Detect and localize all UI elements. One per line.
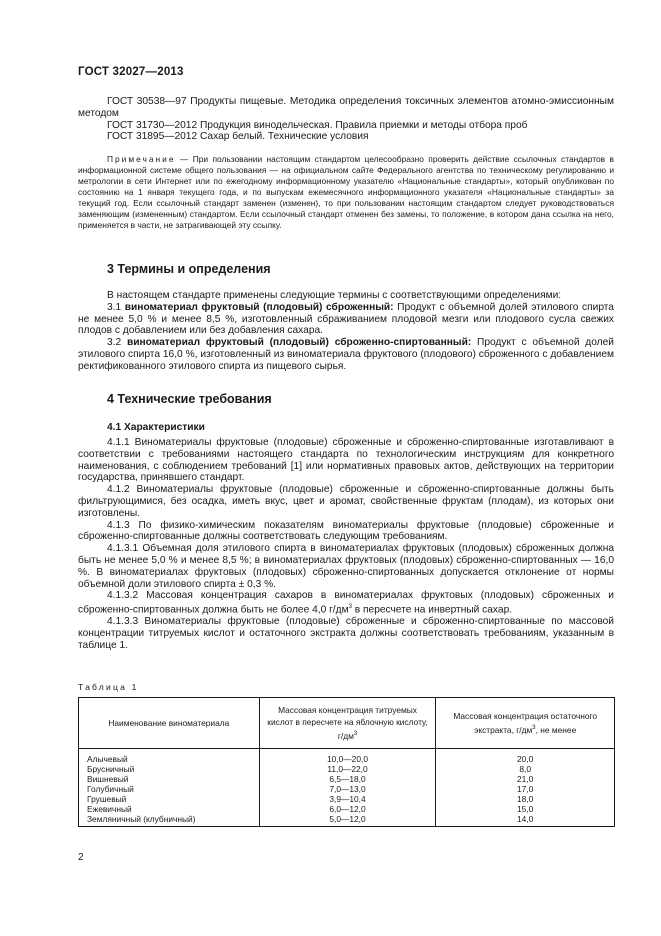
section-3-body bbox=[78, 290, 614, 373]
clause-4-1-3: 4.1.3 По физико-химическим показателям виноматериалы фруктовые (плодовые) сброженные и сброженно-спиртованные должны соответствовать следующим требованиям. bbox=[78, 519, 614, 543]
clause-4-1-2: 4.1.2 Виноматериалы фруктовые (плодовые) сброженные и сброженно-спиртованные должны быть фильтрующимися, без осадка, иметь вкус, цвет и аромат, свойственные фруктам (плодам), из которых они изготовлены. bbox=[78, 484, 614, 519]
table-row: Земляничный (клубничный) 5,0—12,0 14,0 bbox=[79, 814, 615, 827]
page-header: ГОСТ 32027—2013 bbox=[78, 66, 184, 78]
section-3-intro: В настоящем стандарте применены следующие термины с соответствующими определениями: bbox=[107, 290, 562, 301]
table-row: Вишневый 6,5—18,0 21,0 bbox=[79, 774, 615, 784]
table-header-extract: Массовая концентрация остаточного экстракта, $г/дм^3$, не менее bbox=[436, 698, 615, 749]
clause-4-1-3-1: 4.1.3.1 Объемная доля этилового спирта в виноматериалах фруктовых (плодовых) сброженных должна быть не менее 5,0 % и менее 8,5 %; в виноматериалах фруктовых (плодовых) сброженно-спиртованных — 16,0 %. В виноматериалах фруктовых (плодовых) сброженно-спиртованных допускается отклонение от нормы объемной доли этилового спирта ± 0,3 %. bbox=[78, 543, 614, 590]
clause-4-1-1: 4.1.1 Виноматериалы фруктовые (плодовые) сброженные и сброженно-спиртованные изготавливают в соответствии с требованиями настоящего стандарта по технологическим инструкциям для конкретного наименования, с соблюдением требований [1] или нормативных правовых актов, действующих на территории государства, принявшего стандарт. bbox=[78, 437, 614, 484]
table-header-name: Наименование виноматериала bbox=[79, 698, 260, 749]
term-3-2-name: виноматериал фруктовый (плодовый) сброженно-спиртованный: bbox=[126, 337, 472, 349]
reference-item: ГОСТ 30538—97 Продукты пищевые. Методика определения токсичных элементов атомно-эмиссионным методом bbox=[78, 96, 614, 119]
reference-item: ГОСТ 31730—2012 Продукция винодельческая. Правила приемки и методы отбора проб bbox=[107, 119, 528, 131]
table-row: Ежевичный 6,0—12,0 15,0 bbox=[79, 804, 615, 814]
term-3-1-definition: Продукт с объемной долей этилового спирта не менее 5,0 % и менее 8,5 %, изготовленный сбраживанием плодовой мезги или плодового сусла свежих плодов с добавлением или без добавления сахара. bbox=[78, 301, 614, 337]
page-number: 2 bbox=[78, 852, 84, 863]
table-header-acid: Массовая концентрация титруемых кислот в пересчете на яблочную кислоту, $г/дм^3$ bbox=[259, 698, 436, 749]
term-3-1: 3.1 виноматериал фруктовый (плодовый) сброженный: Продукт с объемной долей этилового спирта не менее 5,0 % и менее 8,5 %, изготовленный сбраживанием плодовой мезги или плодового сусла свежих плодов с добавлением или без добавления сахара. bbox=[78, 301, 614, 337]
data-table bbox=[78, 697, 615, 827]
note-text: — При пользовании настоящим стандартом целесообразно проверить действие ссылочных стандартов в информационной системе общего пользования — на официальном сайте Федерального агентства по техническому регулированию и метрологии в сети Интернет или по ежегодному информационному указателю «Национальные стандарты», который опубликован по состоянию на 1 января текущего года, и по выпускам ежемесячного информационного указателя «Национальные стандарты» за текущий год. Если ссылочный стандарт заменен (изменен), то при пользовании настоящим стандартом следует руководствоваться заменяющим (измененным) стандартом. Если ссылочный стандарт отменен без замены, то положение, в котором дана ссылка на него, применяется в части, не затрагивающей эту ссылку. bbox=[78, 154, 614, 230]
note-block bbox=[78, 154, 614, 231]
section-4-body bbox=[78, 437, 614, 652]
normative-references bbox=[78, 96, 614, 143]
table-row: Грушевый 3,9—10,4 18,0 bbox=[79, 794, 615, 804]
section-3-title: 3 Термины и определения bbox=[107, 262, 271, 276]
section-4-title: 4 Технические требования bbox=[107, 392, 272, 406]
term-3-2: 3.2 виноматериал фруктовый (плодовый) сброженно-спиртованный: Продукт с объемной долей этилового спирта 16,0 %, изготовленный из виноматериала фруктового (плодового) сброженного с добавлением ректификованного этилового спирта из пищевого сырья. bbox=[78, 337, 614, 372]
term-3-2-definition: Продукт с объемной долей этилового спирта 16,0 %, изготовленный из виноматериала фруктового (плодового) сброженного с добавлением ректификованного этилового спирта из пищевого сырья. bbox=[78, 337, 614, 372]
reference-item: ГОСТ 31895—2012 Сахар белый. Технические условия bbox=[107, 131, 369, 143]
subsection-4-1-title: 4.1 Характеристики bbox=[107, 422, 205, 433]
table-caption: Таблица 1 bbox=[78, 682, 139, 692]
term-3-1-name: виноматериал фруктовый (плодовый) сброженный: bbox=[124, 301, 394, 313]
table-row: Алычевый 10,0—20,0 20,0 bbox=[79, 749, 615, 765]
note-label: Примечание bbox=[107, 154, 176, 164]
table-row: Голубичный 7,0—13,0 17,0 bbox=[79, 784, 615, 794]
table-row: Брусничный 11,0—22,0 8,0 bbox=[79, 764, 615, 774]
clause-4-1-3-3: 4.1.3.3 Виноматериалы фруктовые (плодовые) сброженные и сброженно-спиртованные по массовой концентрации титруемых кислот и остаточного экстракта должны соответствовать требованиям, указанным в таблице 1. bbox=[78, 616, 614, 651]
clause-4-1-3-2: 4.1.3.2 Массовая концентрация сахаров в виноматериалах фруктовых (плодовых) сброженных и сброженно-спиртованных должна быть не более 4,0 $г/дм^3$ в пересчете на инвертный сахар. bbox=[78, 590, 614, 616]
